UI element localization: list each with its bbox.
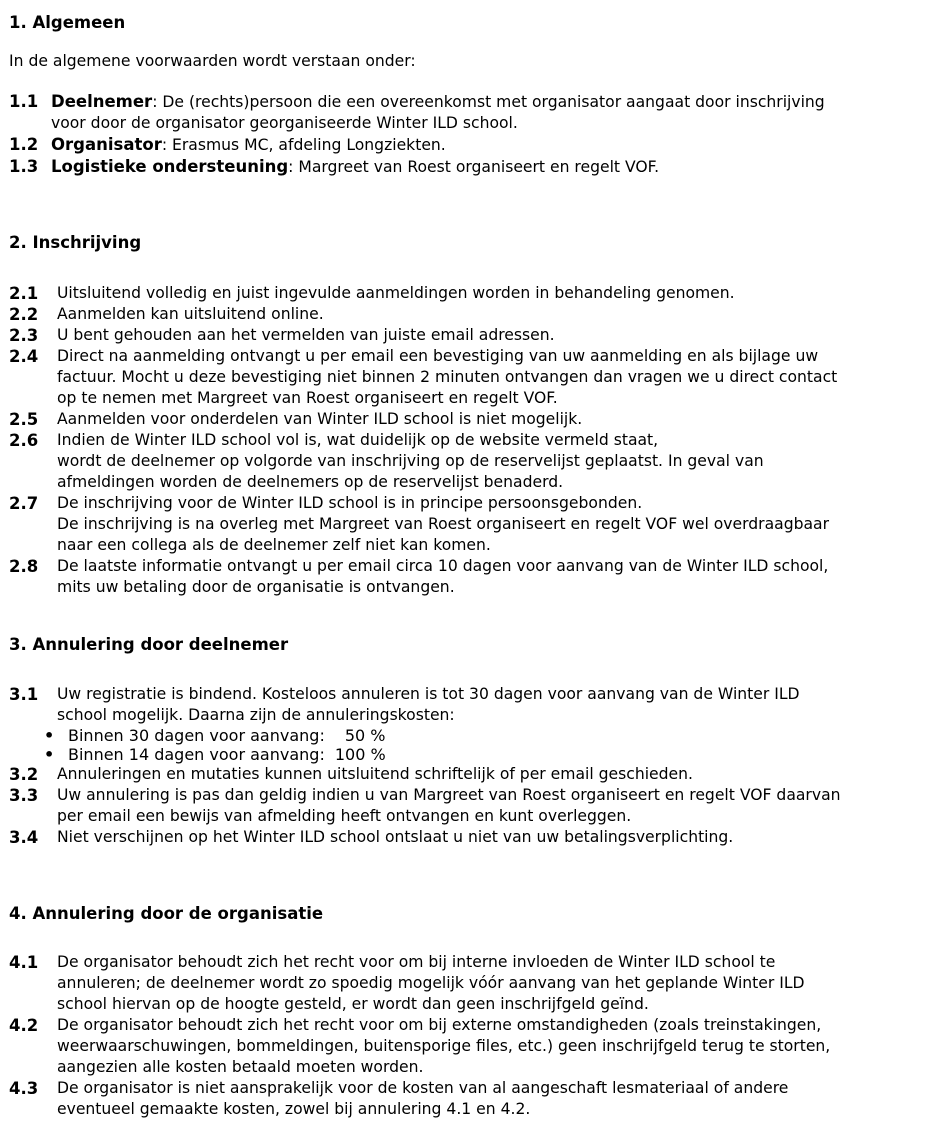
item-text: Uw registratie is bindend. Kosteloos annuleren is tot 30 dagen voor aanvang van de Winter ILD [57, 685, 800, 703]
item-number: 2.7 [9, 494, 39, 513]
list-item [9, 684, 932, 726]
item-number: 1.1 [9, 92, 39, 111]
item-text: school hiervan op de hoogte gesteld, er wordt dan geen inschrijfgeld geïnd. [57, 995, 649, 1013]
section-1-intro: In de algemene voorwaarden wordt verstaan onder: [9, 52, 416, 70]
item-text: factuur. Mocht u deze bevestiging niet binnen 2 minuten ontvangen dan vragen we u direct contact [57, 368, 838, 386]
item-term: Logistieke ondersteuning [51, 157, 289, 176]
item-text: weerwaarschuwingen, bommeldingen, buitensporige files, etc.) geen inschrijfgeld terug te storten, [57, 1037, 831, 1055]
item-number: 2.4 [9, 347, 39, 366]
item-number: 1.2 [9, 135, 39, 154]
bullet-icon: • [44, 745, 55, 764]
item-text: De organisator behoudt zich het recht voor om bij externe omstandigheden (zoals treinstakingen, [57, 1016, 822, 1034]
section-1-heading: 1. Algemeen [9, 13, 126, 32]
item-text: aangezien alle kosten betaald moeten worden. [57, 1058, 424, 1076]
section-3-heading: 3. Annulering door deelnemer [9, 635, 289, 654]
item-text: U bent gehouden aan het vermelden van juiste email adressen. [57, 326, 555, 344]
item-text: De organisator is niet aansprakelijk voor de kosten van al aangeschaft lesmateriaal of andere [57, 1079, 789, 1097]
item-number: 3.3 [9, 786, 39, 805]
item-text: Annuleringen en mutaties kunnen uitsluitend schriftelijk of per email geschieden. [57, 765, 693, 783]
list-item [9, 283, 932, 304]
item-text: Aanmelden voor onderdelen van Winter ILD school is niet mogelijk. [57, 410, 583, 428]
bullet-text: Binnen 30 dagen voor aanvang: [68, 726, 325, 745]
list-item [9, 827, 932, 848]
item-number: 1.3 [9, 157, 39, 176]
section-2-heading: 2. Inschrijving [9, 233, 142, 252]
list-item [9, 1015, 932, 1078]
list-item [9, 304, 932, 325]
list-item [9, 1078, 932, 1120]
list-item [9, 346, 932, 409]
section-2-list [9, 283, 932, 598]
section-4-heading: 4. Annulering door de organisatie [9, 904, 324, 923]
item-number: 2.2 [9, 305, 39, 324]
item-number: 4.3 [9, 1079, 39, 1098]
item-text: afmeldingen worden de deelnemers op de reservelijst benaderd. [57, 473, 564, 491]
bullet-icon: • [44, 726, 55, 745]
item-text: annuleren; de deelnemer wordt zo spoedig mogelijk vóór aanvang van het geplande Winter ILD [57, 974, 805, 992]
item-text: : Erasmus MC, afdeling Longziekten. [161, 136, 446, 154]
item-number: 3.2 [9, 765, 39, 784]
item-text: wordt de deelnemer op volgorde van inschrijving op de reservelijst geplaatst. In geval van [57, 452, 764, 470]
item-text: voor door de organisator georganiseerde Winter ILD school. [51, 114, 518, 132]
section-4-list [9, 952, 932, 1120]
list-item [9, 785, 932, 827]
list-item [9, 325, 932, 346]
item-number: 3.1 [9, 685, 39, 704]
item-text: op te nemen met Margreet van Roest organiseert en regelt VOF. [57, 389, 558, 407]
list-item [9, 156, 932, 178]
bullet-percentage: 100 % [334, 745, 386, 764]
item-text: mits uw betaling door de organisatie is ontvangen. [57, 578, 455, 596]
item-number: 2.5 [9, 410, 39, 429]
item-text: Indien de Winter ILD school vol is, wat duidelijk op de website vermeld staat, [57, 431, 659, 449]
item-text: : De (rechts)persoon die een overeenkomst met organisator aangaat door inschrijving [152, 93, 825, 111]
item-text: De laatste informatie ontvangt u per email circa 10 dagen voor aanvang van de Winter ILD school, [57, 557, 829, 575]
item-number: 3.4 [9, 828, 39, 847]
item-term: Organisator [51, 135, 162, 154]
list-item [9, 134, 932, 156]
list-item [9, 430, 932, 493]
item-number: 4.2 [9, 1016, 39, 1035]
item-text: De organisator behoudt zich het recht voor om bij interne invloeden de Winter ILD school te [57, 953, 776, 971]
bullet-text: Binnen 14 dagen voor aanvang: [68, 745, 325, 764]
item-text: Uitsluitend volledig en juist ingevulde aanmeldingen worden in behandeling genomen. [57, 284, 735, 302]
item-number: 4.1 [9, 953, 39, 972]
list-item [9, 556, 932, 598]
bullet-item [44, 726, 932, 745]
item-text: Niet verschijnen op het Winter ILD school ontslaat u niet van uw betalingsverplichting. [57, 828, 734, 846]
item-text: De inschrijving voor de Winter ILD school is in principe persoonsgebonden. [57, 494, 643, 512]
list-item [9, 91, 932, 134]
item-number: 2.8 [9, 557, 39, 576]
list-item [9, 764, 932, 785]
list-item [9, 952, 932, 1015]
section-3-list [9, 684, 932, 848]
item-text: Aanmelden kan uitsluitend online. [57, 305, 324, 323]
item-text: eventueel gemaakte kosten, zowel bij annulering 4.1 en 4.2. [57, 1100, 531, 1118]
item-text: : Margreet van Roest organiseert en regelt VOF. [288, 158, 660, 176]
item-text: Direct na aanmelding ontvangt u per email een bevestiging van uw aanmelding en als bijlage uw [57, 347, 819, 365]
item-text: per email een bewijs van afmelding heeft ontvangen en kunt overleggen. [57, 807, 632, 825]
item-number: 2.6 [9, 431, 39, 450]
item-term: Deelnemer [51, 92, 153, 111]
item-text: De inschrijving is na overleg met Margreet van Roest organiseert en regelt VOF wel overdraagbaar [57, 515, 830, 533]
bullet-percentage: 50 % [344, 726, 386, 745]
list-item [9, 409, 932, 430]
item-number: 2.1 [9, 284, 39, 303]
item-text: Uw annulering is pas dan geldig indien u van Margreet van Roest organiseert en regelt VOF daarvan [57, 786, 841, 804]
item-text: naar een collega als de deelnemer zelf niet kan komen. [57, 536, 491, 554]
definitions-list [9, 91, 932, 178]
list-item [9, 493, 932, 556]
item-number: 2.3 [9, 326, 39, 345]
item-text: school mogelijk. Daarna zijn de annuleringskosten: [57, 706, 455, 724]
bullet-item [44, 745, 932, 764]
